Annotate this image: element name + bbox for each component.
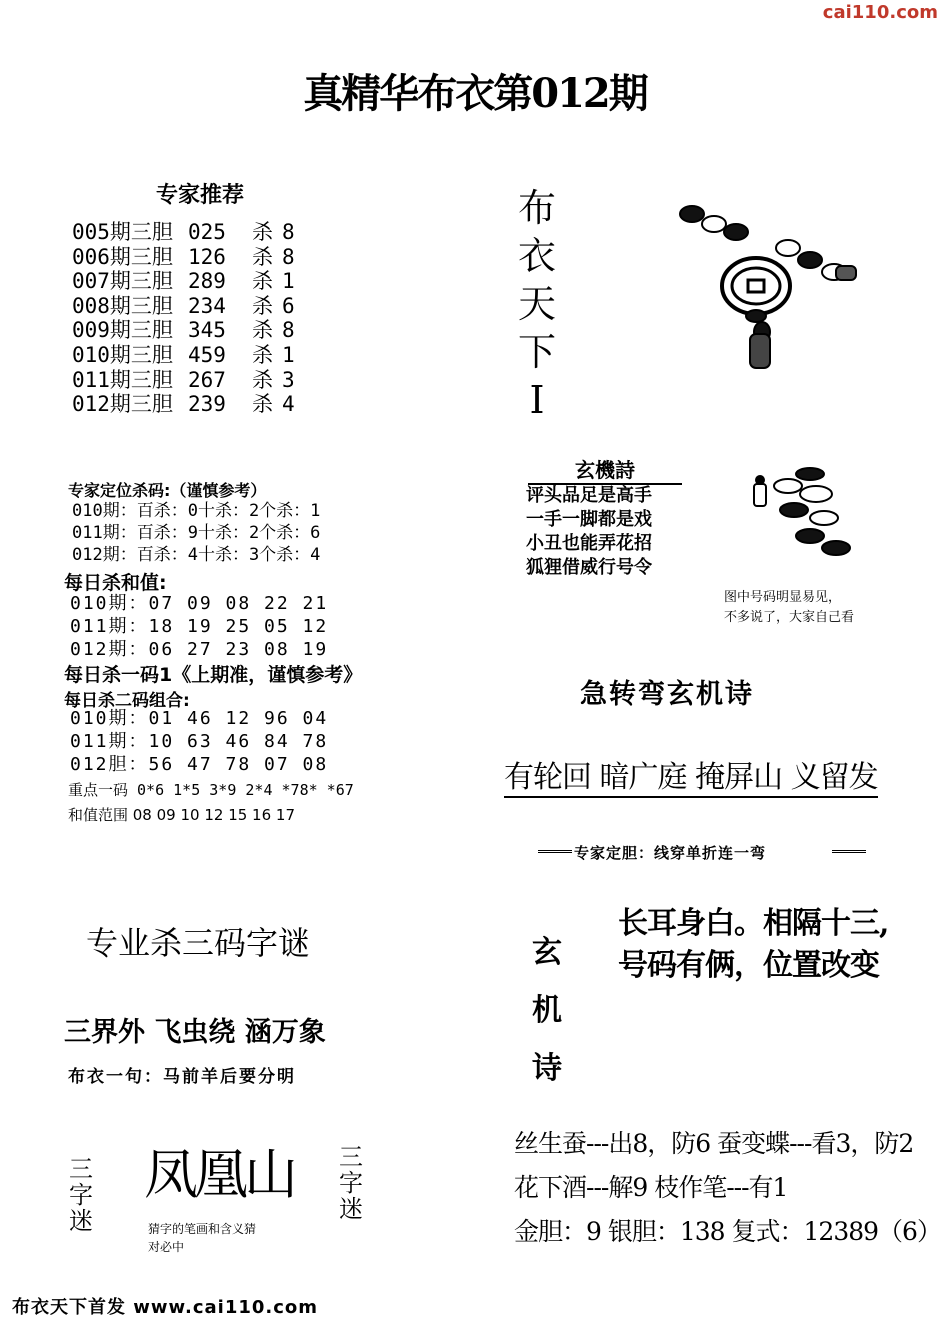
kill-line: 012期三胆 239 杀 4 bbox=[72, 392, 295, 417]
kill-two-line: 012胆：56 47 78 07 08 bbox=[70, 754, 329, 775]
sum-list bbox=[70, 592, 328, 661]
big-riddle-note: 对必中 bbox=[148, 1240, 185, 1254]
poem-lines: 评头品足是高手 一手一脚都是戏 小丑也能弄花招 狐狸借威行号令 bbox=[526, 485, 652, 578]
turn-title: 急转弯玄机诗 bbox=[580, 679, 754, 710]
kill-line: 009期三胆 345 杀 8 bbox=[72, 318, 295, 343]
sum-line: 011期：18 19 25 05 12 bbox=[70, 616, 329, 637]
hint-line: 花下酒---解9 枝作笔---有1 bbox=[514, 1173, 788, 1202]
site-watermark: cai110.com bbox=[822, 2, 938, 23]
sum-line: 012期：06 27 23 08 19 bbox=[70, 639, 329, 660]
kill-line: 011期三胆 267 杀 3 bbox=[72, 367, 295, 392]
big-riddle: 凤凰山 bbox=[144, 1143, 294, 1206]
coin-snake-icon bbox=[750, 464, 860, 560]
pos-title: 专家定位杀码:（谨慎参考） bbox=[68, 481, 267, 500]
riddle-title: 专业杀三码字谜 bbox=[86, 924, 311, 962]
sum-range: 和值范围 08 09 10 12 15 16 17 bbox=[68, 806, 295, 824]
kill-line: 005期三胆 025 杀 8 bbox=[72, 220, 295, 244]
riddle-line: 三界外 飞虫绕 涵万象 bbox=[64, 1017, 326, 1048]
key-code: 重点一码 0*6 1*5 3*9 2*4 *78* *67 bbox=[68, 781, 354, 799]
kill-line: 010期三胆 459 杀 1 bbox=[72, 342, 295, 367]
pos-line: 011期：百杀：9十杀：2个杀：6 bbox=[72, 523, 321, 543]
divider-left bbox=[538, 850, 572, 853]
kill-line: 007期三胆 289 杀 1 bbox=[72, 269, 295, 294]
kill-list bbox=[72, 220, 295, 417]
expert-title: 专家推荐 bbox=[156, 183, 245, 208]
kill-two-list bbox=[70, 707, 328, 776]
hint-line: 金胆：9 银胆：138 复式：12389（6） bbox=[514, 1217, 941, 1246]
xuanji-line: 长耳身白。相隔十三, bbox=[618, 906, 889, 941]
kill-line: 008期三胆 234 杀 6 bbox=[72, 293, 295, 318]
turn-line: 有轮回 暗广庭 掩屏山 义留发 bbox=[504, 752, 878, 798]
riddle-vertical-left: 三 字 迷 bbox=[69, 1155, 93, 1235]
hint-line: 丝生蚕---出8，防6 蚕变蝶---看3，防2 bbox=[514, 1129, 914, 1158]
pos-list bbox=[72, 500, 320, 566]
kill-two-line: 011期：10 63 46 84 78 bbox=[70, 731, 329, 752]
page-title: 真精华布衣第012期 bbox=[303, 70, 647, 117]
sum-title: 每日杀和值: bbox=[64, 572, 167, 594]
kill-two-line: 010期：01 46 12 96 04 bbox=[70, 708, 329, 729]
big-riddle-note: 猜字的笔画和含义猜 bbox=[148, 1222, 257, 1236]
kill-one-title: 每日杀一码1《上期准，谨慎参考》 bbox=[64, 664, 363, 686]
sum-line: 010期：07 09 08 22 21 bbox=[70, 593, 329, 614]
poem-note: 图中号码明显易见， bbox=[724, 590, 842, 605]
xuanji-line: 号码有俩，位置改变 bbox=[618, 948, 879, 983]
pos-line: 010期：百杀：0十杀：2个杀：1 bbox=[72, 501, 321, 521]
brand-vertical: 布 衣 天 下 I bbox=[517, 186, 556, 422]
poem-note: 不多说了，大家自己看 bbox=[724, 610, 855, 625]
poem-title: 玄機詩 bbox=[528, 454, 682, 485]
buyi-sentence: 布衣一句：马前羊后要分明 bbox=[68, 1067, 296, 1087]
riddle-vertical-right: 三 字 迷 bbox=[339, 1143, 363, 1223]
kill-line: 006期三胆 126 杀 8 bbox=[72, 244, 295, 269]
expert-dan: 专家定胆：线穿单折连一弯 bbox=[574, 844, 767, 862]
divider-right bbox=[832, 850, 866, 853]
footer: 布衣天下首发 www.cai110.com bbox=[12, 1297, 319, 1318]
xuanji-vertical: 玄 机 诗 bbox=[532, 935, 562, 1086]
kill-two-title: 每日杀二码组合: bbox=[64, 691, 190, 711]
coin-chain-icon bbox=[676, 200, 866, 380]
pos-line: 012期：百杀：4十杀：3个杀：4 bbox=[72, 545, 321, 565]
